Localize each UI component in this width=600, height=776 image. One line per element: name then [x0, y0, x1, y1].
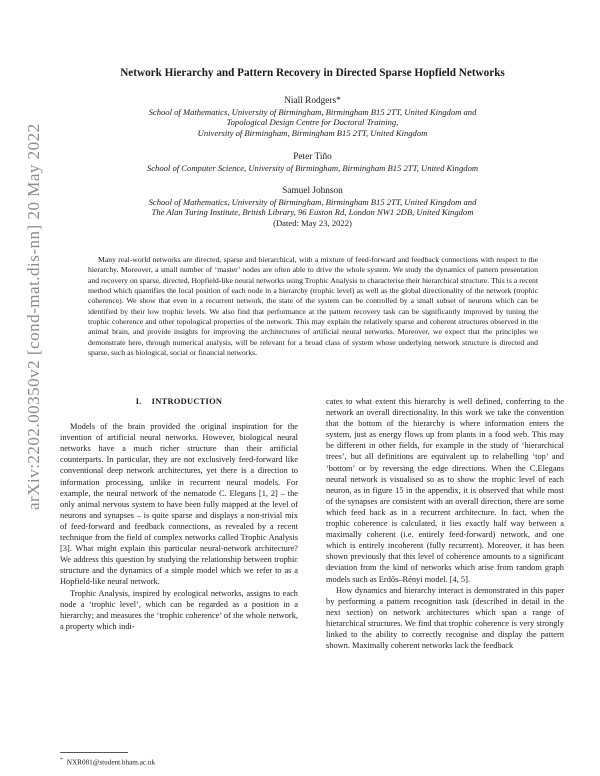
author-name: Niall Rodgers*	[284, 96, 341, 106]
author-affiliation: School of Mathematics, University of Birmingham, Birmingham B15 2TT, United Kingdom and	[148, 106, 477, 117]
author-affiliation: University of Birmingham, Birmingham B15 2TT, United Kingdom	[197, 127, 428, 138]
paragraph: cates to what extent this hierarchy is well defined, conferring to the network an overall directionality. In this work we take the convention that the bottom of the hierarchy is where information enters the system, just as energy flows up from plants in a food web. This may be different in other fields, for example in the study of ‘hierarchical trees’, but all definitions are equivalent up to relabelling ‘top’ and ‘bottom’ or by reversing the edge directions. When the C.Elegans neural network is visualised so as to show the trophic level of each neuron, as in figure 15 in the appendix, it is observed that while most of the synapses are consistent with an overall direction, there are some which feed back as in a recurrent architecture. In fact, when the trophic coherence is calculated, it lies exactly half way between a maximally coherent (i.e. entirely feed-forward) network, and one which is entirely incoherent (fully recurrent). Moreover, it has been shown previously that this level of coherence amounts to a significant deviation from the kind of networks which arise from random graph models such as Erdős–Rényi model. [4, 5].	[326, 397, 564, 584]
abstract: Many real-world networks are directed, sparse and hierarchical, with a mixture of feed-forward and feedback connections with respect to the hierarchy. Moreover, a small number of ‘master’ nodes are often able to drive the whole system. We study the dynamics of pattern presentation and recovery on sparse, directed, Hopfield-like neural networks using Trophic Analysis to characterise their hierarchical structure. This is a recent method which quantifies the local position of each node in a hierarchy (trophic level) as well as the global directionality of the network (trophic coherence). We show that even in a recurrent network, the state of the system can be controlled by a small subset of neurons which can be identified by their low trophic levels. We also find that performance at the pattern recovery task can be significantly improved by tuning the trophic coherence and other topological properties of the network. This may explain the relatively sparse and coherent structures observed in the animal brain, and provide insights for improving the architectures of artificial neural networks. Moreover, we expect that the principles we demonstrate here, through numerical analysis, will be relevant for a broad class of system whose underlying network structure is directed and sparse, such as biological, social or financial networks.	[88, 255, 538, 358]
author-block-2	[60, 152, 565, 173]
paragraph: How dynamics and hierarchy interact is demonstrated in this paper by performing a pattern recognition task (described in detail in the next section) on network architectures which span a range of hierarchical structures. We find that trophic coherence is very strongly linked to the ability to correctly recognise and display the pattern shown. Maximally coherent networks lack the feedback	[326, 585, 564, 651]
right-column	[326, 396, 564, 651]
footnote	[60, 757, 298, 766]
arxiv-identifier: arXiv:2202.00350v2 [cond-mat.dis-nn] 20 May 2022	[24, 123, 43, 510]
author-affiliation: School of Mathematics, University of Birmingham, Birmingham B15 2TT, United Kingdom and	[148, 196, 477, 207]
author-affiliation: Topological Design Centre for Doctoral Training,	[226, 117, 399, 128]
author-block-1	[60, 96, 565, 138]
author-affiliation: School of Computer Science, University of Birmingham, Birmingham B15 2TT, United Kingdom	[146, 162, 479, 173]
author-name: Peter Tiňo	[293, 152, 332, 162]
footnote-email: NXR081@student.bham.ac.uk	[66, 758, 156, 767]
date-line: (Dated: May 23, 2022)	[273, 217, 352, 228]
footnote-divider	[60, 752, 128, 753]
author-affiliation: The Alan Turing Institute, British Library, 96 Euston Rd, London NW1 2DB, United Kingdom	[151, 207, 474, 218]
paragraph: Models of the brain provided the original inspiration for the invention of artificial neural networks. However, biological neural networks have a much richer structure than their artificial counterparts. In particular, they are not exclusively feed-forward like conventional deep network architectures, yet there is a direction to information processing, unlike in recurrent neural models. For example, the neural network of the nematode C. Elegans [1, 2] – the only animal nervous system to have been fully mapped at the level of neurons and synapses – is quite sparse and displays a non-trivial mix of feed-forward and feedback connections, as revealed by a recent technique from the field of complex networks called Trophic Analysis [3]. What might explain this particular neural-network architecture? We address this question by studying the relationship between trophic structure and the dynamics of a simple model which we refer to as a Hopfield-like neural network.	[60, 422, 298, 587]
author-name: Samuel Johnson	[282, 186, 343, 196]
paper-title: Network Hierarchy and Pattern Recovery in Directed Sparse Hopfield Networks	[120, 67, 505, 79]
paragraph: Trophic Analysis, inspired by ecological networks, assigns to each node a ‘trophic level’, which can be regarded as a position in a hierarchy; and measures the ‘trophic coherence’ of the whole network, a property which indi-	[60, 588, 298, 631]
section-heading	[60, 396, 298, 407]
section-title: INTRODUCTION	[151, 397, 223, 406]
section-number: I.	[135, 397, 142, 406]
footnote-marker: *	[60, 757, 63, 763]
left-column	[60, 396, 298, 632]
author-block-3	[60, 186, 565, 228]
